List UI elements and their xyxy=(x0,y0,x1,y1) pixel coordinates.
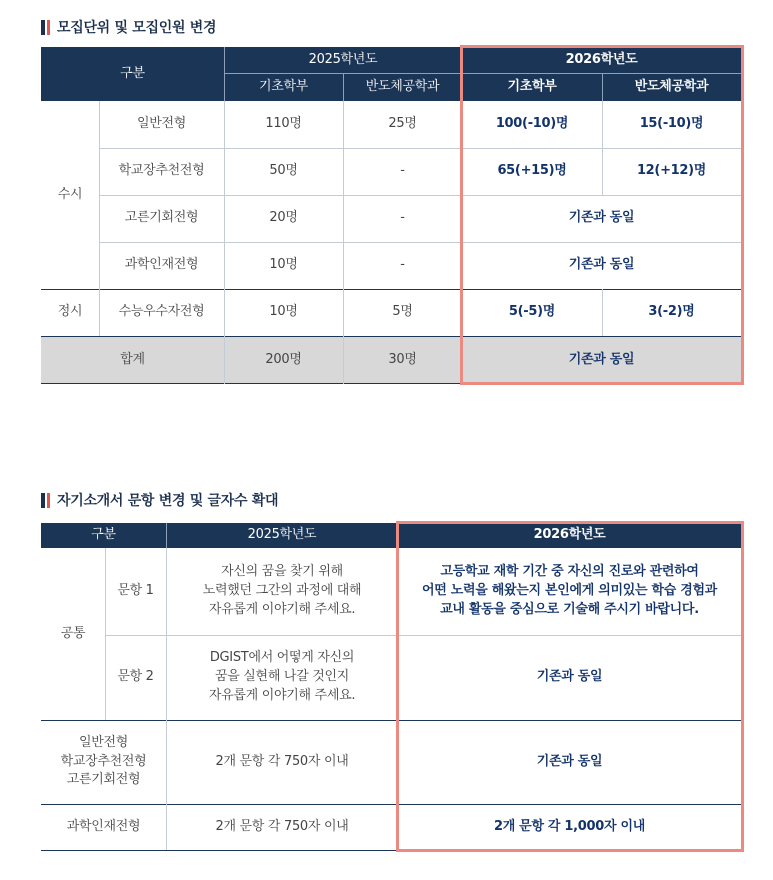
cell-basic-2025: 20명 xyxy=(269,210,298,226)
science-text-2025: 2개 문항 각 750자 이내 xyxy=(215,818,349,834)
header-category: 구분 xyxy=(41,523,166,548)
q2-text-2026: 기존과 동일 xyxy=(536,669,603,685)
row-type: 과학인재전형 xyxy=(124,257,199,273)
title-marker-accent-icon xyxy=(47,20,50,35)
science-text-2026: 2개 문항 각 1,000자 이내 xyxy=(493,818,646,834)
title-marker-icon xyxy=(41,493,45,508)
total-basic-2025: 200명 xyxy=(224,336,343,384)
total-merged-2026: 기존과 동일 xyxy=(462,336,741,384)
row-type: 일반전형 xyxy=(136,116,187,132)
q2-text-2025: DGIST에서 어떻게 자신의 꿈을 실현해 나갈 것인지 자유롭게 이야기해 주세요. xyxy=(208,650,356,703)
group-jeongsi: 정시 xyxy=(57,304,83,320)
cell-semi-2025: - xyxy=(400,210,405,226)
cell-basic-2026: 65(+15)명 xyxy=(497,163,567,179)
cell-basic-2025: 10명 xyxy=(269,257,298,273)
general-text-2026: 기존과 동일 xyxy=(536,753,603,769)
cell-basic-2026: 100(-10)명 xyxy=(495,116,569,132)
header-2025-basic: 기초학부 xyxy=(224,74,343,101)
cell-basic-2025: 110명 xyxy=(265,116,302,132)
total-semi-2025: 30명 xyxy=(343,336,462,384)
general-types: 일반전형 학교장추천전형 고른기회전형 xyxy=(60,734,147,788)
cell-semi-2026: 12(+12)명 xyxy=(636,163,707,179)
section1-title: 모집단위 및 모집인원 변경 xyxy=(41,16,216,38)
header-2026: 2026학년도 xyxy=(462,47,741,74)
q1-text-2026: 고등학교 재학 기간 중 자신의 진로와 관련하여 어떤 노력을 해왔는지 본인에게 의미있는 학습 경험과 교내 활동을 중심으로 기술해 주시기 바랍니다. xyxy=(421,564,718,617)
group-common: 공통 xyxy=(60,625,86,641)
q1-label: 문항 1 xyxy=(117,583,154,599)
row-type: 고른기회전형 xyxy=(124,210,199,226)
cell-basic-2025: 10명 xyxy=(269,304,298,320)
header-2025: 2025학년도 xyxy=(166,523,398,548)
cell-semi-2025: - xyxy=(400,163,405,179)
header-2026-semi: 반도체공학과 xyxy=(602,74,741,101)
row-type: 학교장추천전형 xyxy=(118,163,205,179)
total-label: 합계 xyxy=(41,336,224,384)
cell-merged-2026: 기존과 동일 xyxy=(568,257,635,273)
title-marker-icon xyxy=(41,20,45,35)
cell-semi-2026: 3(-2)명 xyxy=(648,304,695,320)
general-text-2025: 2개 문항 각 750자 이내 xyxy=(215,753,349,769)
header-2026-basic: 기초학부 xyxy=(462,74,602,101)
cell-semi-2026: 15(-10)명 xyxy=(639,116,704,132)
title-marker-accent-icon xyxy=(47,493,50,508)
header-2025: 2025학년도 xyxy=(224,47,462,74)
row-type: 수능우수자전형 xyxy=(118,304,205,320)
cell-merged-2026: 기존과 동일 xyxy=(568,210,635,226)
header-2026: 2026학년도 xyxy=(398,523,741,548)
cell-semi-2025: 5명 xyxy=(392,304,413,320)
cell-semi-2025: - xyxy=(400,257,405,273)
science-type: 과학인재전형 xyxy=(66,818,141,834)
q1-text-2025: 자신의 꿈을 찾기 위해 노력했던 그간의 과정에 대해 자유롭게 이야기해 주세요. xyxy=(202,564,362,617)
header-2025-semi: 반도체공학과 xyxy=(343,74,462,101)
section2-title: 자기소개서 문항 변경 및 글자수 확대 xyxy=(41,489,278,511)
group-susi: 수시 xyxy=(57,186,83,202)
header-category: 구분 xyxy=(41,47,224,101)
cell-basic-2026: 5(-5)명 xyxy=(508,304,556,320)
cell-semi-2025: 25명 xyxy=(388,116,417,132)
cell-basic-2025: 50명 xyxy=(269,163,298,179)
q2-label: 문항 2 xyxy=(117,669,154,685)
